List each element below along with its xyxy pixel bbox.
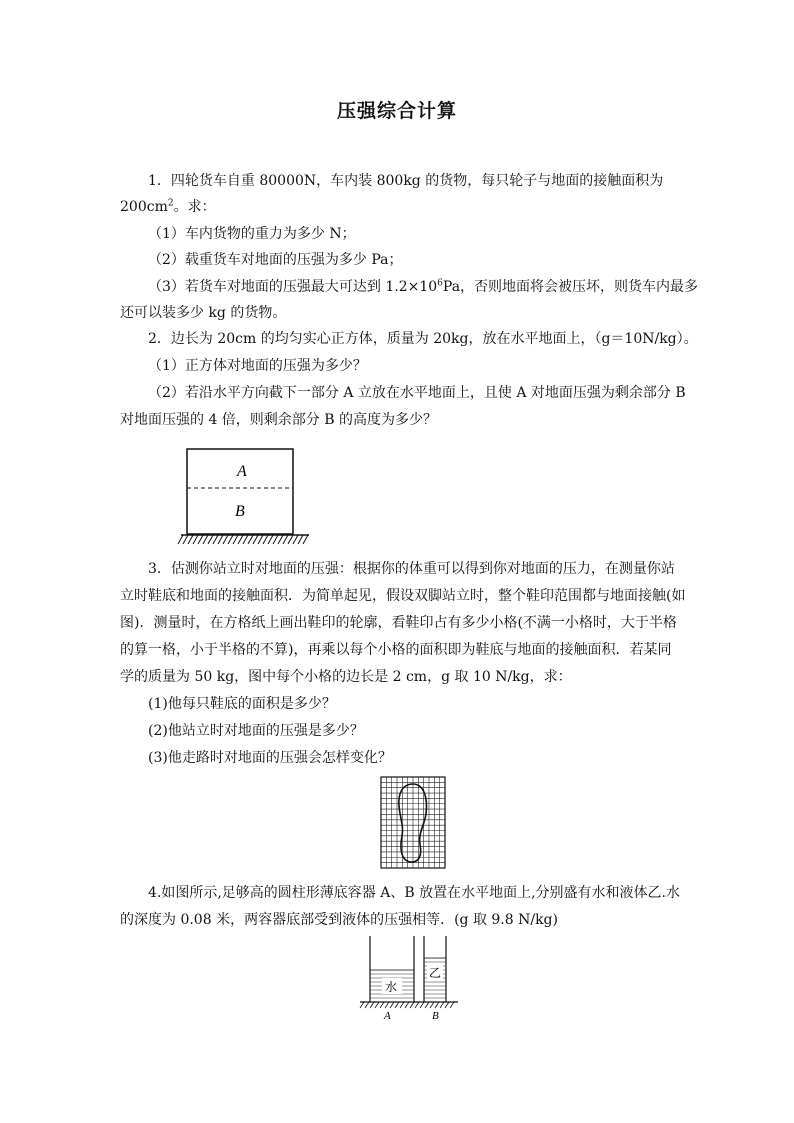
q1-area-value: 200cm bbox=[120, 199, 168, 215]
q3-line-5: 学的质量为 50 kg，图中每个小格的边长是 2 cm，g 取 10 N/kg，求： bbox=[120, 669, 572, 685]
containers-figure bbox=[356, 932, 462, 1024]
q1-sub-3 bbox=[148, 278, 698, 296]
q1-area-exponent: 2 bbox=[167, 198, 174, 209]
square-grid bbox=[381, 777, 445, 868]
q3-line-4: 的算一格，小于半格的不算)，再乘以每个小格的面积即为鞋底与地面的接触面积．若某同 bbox=[120, 642, 672, 658]
container-a-label: A bbox=[384, 1010, 391, 1022]
q3-line-2: 立时鞋底和地面的接触面积．为简单起见，假设双脚站立时，整个鞋印范围都与地面接触(如 bbox=[120, 588, 686, 604]
container-b-label: B bbox=[432, 1010, 439, 1022]
q1-ask: 。求： bbox=[173, 199, 216, 215]
page-title: 压强综合计算 bbox=[336, 100, 457, 122]
q2-line-1: 2．边长为 20cm 的均匀实心正方体，质量为 20kg，放在水平地面上，（g＝10N/kg）。 bbox=[148, 331, 698, 347]
q2-sub-1: （1）正方体对地面的压强为多少？ bbox=[148, 358, 367, 374]
q1-sub-3-text: （3）若货车对地面的压强最大可达到 1.2×10 bbox=[148, 279, 438, 295]
q1-pressure-exponent: 6 bbox=[437, 278, 443, 289]
q1-line-2 bbox=[120, 198, 216, 216]
ground-hatch bbox=[360, 1002, 454, 1008]
q1-sub-3-cont: 还可以装多少 kg 的货物。 bbox=[120, 305, 287, 321]
q1-sub-2: （2）载重货车对地面的压强为多少 Pa； bbox=[148, 252, 403, 268]
q3-sub-1: (1)他每只鞋底的面积是多少？ bbox=[148, 696, 336, 712]
q1-sub-1: （1）车内货物的重力为多少 N； bbox=[148, 226, 356, 242]
container-b-liquid-label: 乙 bbox=[429, 966, 442, 980]
cube-label-a: A bbox=[237, 463, 247, 480]
q3-sub-2: (2)他站立时对地面的压强是多少？ bbox=[148, 723, 364, 739]
q3-sub-3: (3)他走路时对地面的压强会怎样变化？ bbox=[148, 750, 392, 766]
container-a-liquid-label: 水 bbox=[385, 980, 398, 994]
cube-label-b: B bbox=[235, 503, 245, 520]
ground-hatch bbox=[178, 535, 308, 544]
q3-line-3: 图)．测量时，在方格纸上画出鞋印的轮廓，看鞋印占有多少小格(不满一小格时，大于半格 bbox=[120, 615, 677, 631]
q4-line-2: 的深度为 0.08 米，两容器底部受到液体的压强相等．(g 取 9.8 N/kg) bbox=[120, 912, 558, 928]
q1-line-1: 1．四轮货车自重 80000N，车内装 800kg 的货物，每只轮子与地面的接触面积为 bbox=[148, 173, 664, 189]
q3-line-1: 3．估测你站立时对地面的压强：根据你的体重可以得到你对地面的压力，在测量你站 bbox=[148, 561, 675, 577]
q2-sub-2-cont: 对地面压强的 4 倍，则剩余部分 B 的高度为多少？ bbox=[120, 412, 437, 428]
shoe-print-outline bbox=[399, 784, 427, 862]
shoe-grid-figure bbox=[380, 776, 446, 869]
q2-sub-2: （2）若沿水平方向截下一部分 A 立放在水平地面上，且使 A 对地面压强为剩余部分 B bbox=[148, 385, 686, 401]
q1-sub-3-text-b: Pa，否则地面将会被压坏，则货车内最多 bbox=[442, 279, 699, 295]
cube-outline bbox=[187, 449, 293, 534]
q4-line-1: 4.如图所示,足够高的圆柱形薄底容器 A、B 放置在水平地面上,分别盛有水和液体乙.水 bbox=[148, 885, 681, 901]
cube-figure bbox=[175, 446, 315, 548]
